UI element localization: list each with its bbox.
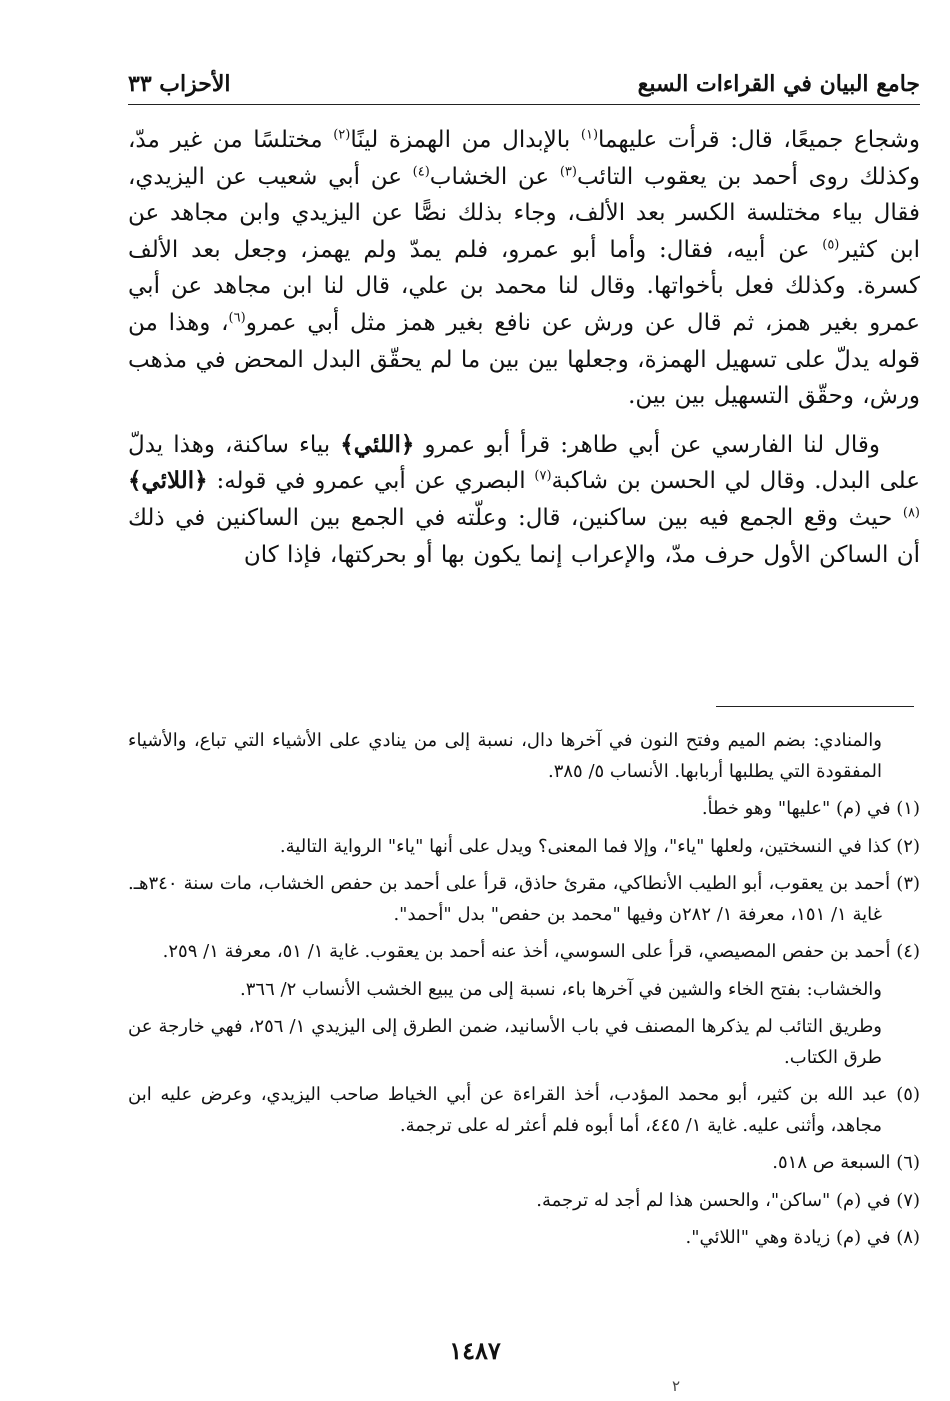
paragraph-2 (128, 427, 920, 573)
footnote-ref-3[interactable]: (٣) (559, 163, 577, 179)
footnote-ref-5[interactable]: (٥) (822, 237, 840, 253)
text-run: البصري عن أبي عمرو في قوله: (207, 468, 535, 495)
quranic-word: ﴿اللئي﴾ (340, 430, 415, 458)
footnote-4-note-c: وطريق التائب لم يذكرها المصنف في باب الأسانيد، ضمن الطرق إلى اليزيدي ١/ ٢٥٦، فهي خارجة عن طرق الكتاب. (128, 1016, 882, 1068)
paragraph-1 (128, 122, 920, 415)
text-run: وشجاع جميعًا، قال: قرأت عليهما (598, 127, 921, 153)
footnote-1: (١) في (م) "عليها" وهو خطأ. (701, 798, 920, 819)
text-run: حيث وقع الجمع فيه بين ساكنين، قال: وعلّته في الجمع بين الساكنين في ذلك أن الساكن الأول حرف مدّ، والإعراب إنما يكون بها أو بحركتها، فإذا كان (128, 504, 920, 568)
text-run: مختلسًا من غير مدّ، وكذلك روى أحمد بن يعقوب التائب (128, 127, 920, 190)
text-run: عن الخشاب (429, 163, 560, 190)
footnote-4-note-b: والخشاب: بفتح الخاء والشين في آخرها باء، نسبة إلى من يبيع الخشب الأنساب ٢/ ٣٦٦. (240, 978, 882, 1000)
text-run: عن أبيه، فقال: وأما أبو عمرو، فلم يمدّ ولم يهمز، وجعل بعد الألف كسرة. وكذلك فعل بأخواتها. وقال لنا محمد بن علي، قال لنا ابن مجاهد عن أبي عمرو بغير همز، ثم قال عن ورش عن نافع بغير همز مثل أبي عمرو (128, 236, 920, 336)
footnote-3: (٣) أحمد بن يعقوب، أبو الطيب الأنطاكي، مقرئ حاذق، قرأ على أحمد بن حفص الخشاب، مات سنة ٣٤٠هـ. غاية ١/ ١٥١، معرفة ١/ ٢٨٢ن وفيها "محمد بن حفص" بدل "أحمد". (128, 873, 921, 925)
book-title: جامع البيان في القراءات السبع (637, 71, 920, 97)
footnote-7: (٧) في (م) "ساكن"، والحسن هذا لم أجد له ترجمة. (536, 1189, 920, 1211)
text-run: عن أبي شعيب عن اليزيدي، فقال بياء مختلسة الكسر بعد الألف، وجاء بذلك نصًّا عن اليزيدي وابن مجاهد عن ابن كثير (128, 163, 920, 263)
quranic-word: ﴿اللائي﴾ (128, 467, 208, 495)
footnote-6: (٦) السبعة ص ٥١٨. (772, 1152, 920, 1173)
footnote-ref-6[interactable]: (٦) (228, 310, 246, 326)
footnote-ref-4[interactable]: (٤) (412, 163, 430, 179)
footnote-8: (٨) في (م) زيادة وهي "اللائي". (685, 1227, 920, 1248)
footnote-5: (٥) عبد الله بن كثير، أبو محمد المؤدب، أخذ القراءة عن أبي الخياط صاحب اليزيدي، وعرض عليه ابن مجاهد، وأثنى عليه. غاية ١/ ٤٤٥، أما أبوه فلم أعثر له على ترجمة. (128, 1084, 920, 1136)
text-run: بياء ساكنة، وهذا يدلّ على البدل. وقال لي الحسن بن شاكبة (128, 431, 920, 495)
footnote-ref-8[interactable]: (٨) (902, 505, 920, 521)
footnote-separator (716, 706, 914, 707)
footnote-4: (٤) أحمد بن حفص المصيصي، قرأ على السوسي، أخذ عنه أحمد بن يعقوب. غاية ١/ ٥١، معرفة ١/ ٢٥٩. (162, 941, 920, 962)
footnote-ref-7[interactable]: (٧) (534, 468, 552, 484)
main-text (128, 122, 920, 573)
footnote-continuation: والمنادي: بضم الميم وفتح النون في آخرها دال، نسبة إلى من ينادي على الأشياء التي تباع، والأشياء المفقودة التي يطلبها أربابها. الأنساب ٥/ ٣٨٥. (128, 730, 882, 782)
text-run: بالإبدال من الهمزة لينًا (350, 127, 581, 153)
text-run: وقال لنا الفارسي عن أبي طاهر: قرأ أبو عمرو (414, 431, 880, 458)
footnote-ref-1[interactable]: (١) (580, 127, 599, 143)
surah-reference: الأحزاب ٣٣ (128, 71, 231, 97)
footnote-ref-2[interactable]: (٢) (333, 127, 351, 143)
footnotes (128, 726, 920, 1261)
bottom-mark: ٢ (672, 1377, 681, 1395)
running-header (128, 64, 920, 105)
text-run: ، وهذا من قوله يدلّ على تسهيل الهمزة، وجعلها بين بين ما لم يحقّق البدل المحض في مذهب ورش، وحقّق التسهيل بين بين. (128, 309, 920, 410)
page-number: ١٤٨٧ (449, 1336, 501, 1365)
footnote-2: (٢) كذا في النسختين، ولعلها "ياء"، وإلا فما المعنى؟ ويدل على أنها "ياء" الرواية التالية. (279, 835, 920, 857)
